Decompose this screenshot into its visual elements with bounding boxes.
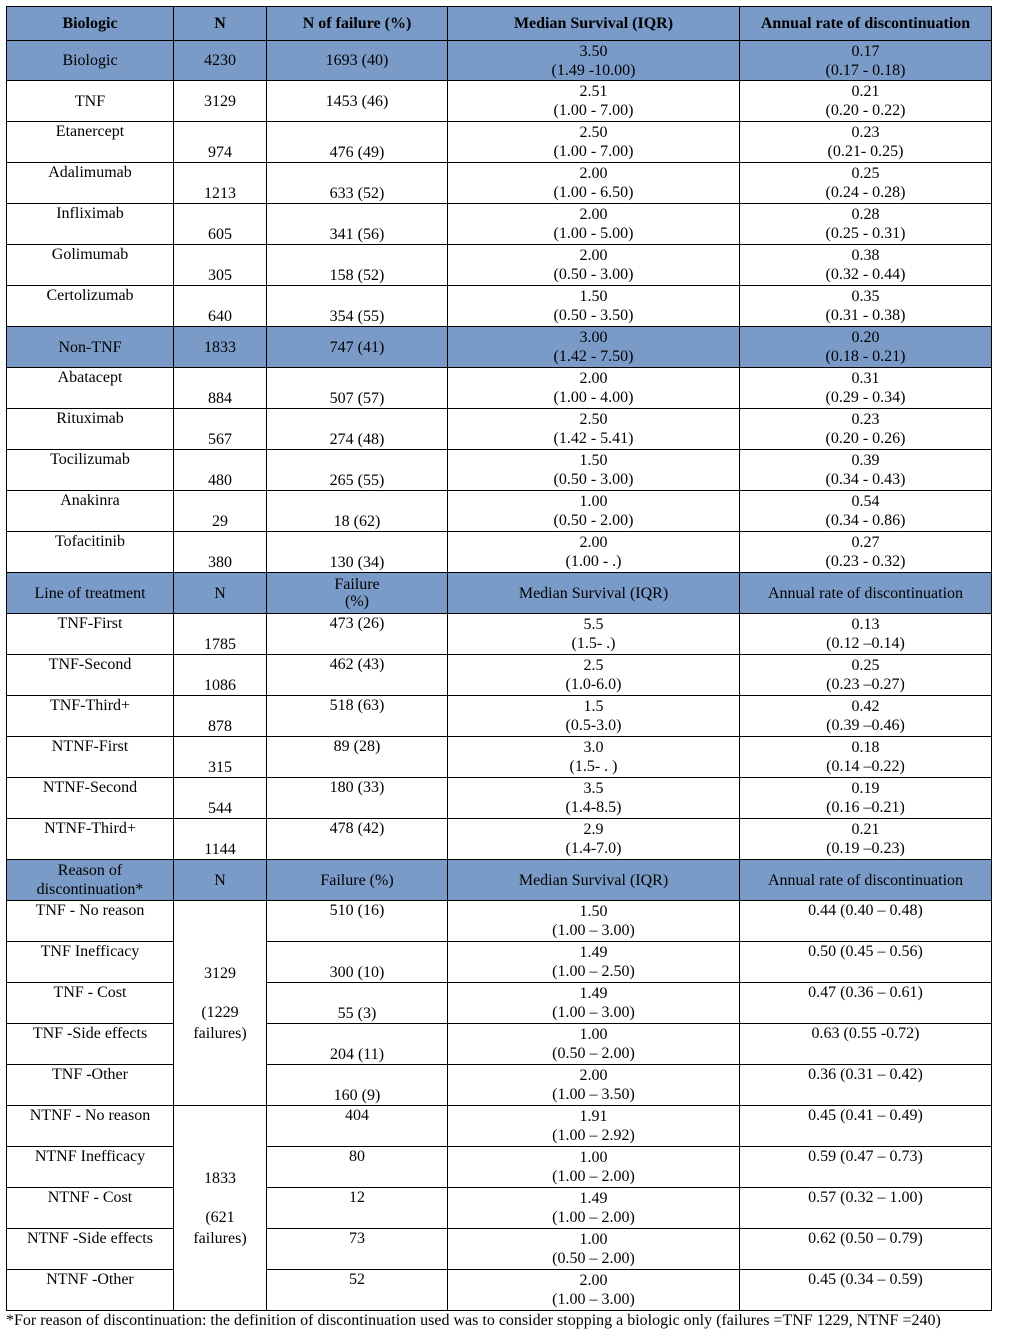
cell-annual-rate xyxy=(740,614,992,655)
table-row xyxy=(7,163,992,204)
col-header-reason xyxy=(7,860,174,901)
rate-value: 0.23 xyxy=(851,124,880,141)
cell-n: 380 xyxy=(174,532,267,573)
cell-n: 884 xyxy=(174,368,267,409)
cell-annual-rate: 0.63 (0.55 -0.72) xyxy=(740,1024,992,1065)
cell-annual-rate xyxy=(740,245,992,286)
cell-failure: 1453 (46) xyxy=(267,81,448,122)
cell-biologic: TNF xyxy=(7,81,174,122)
median-value: 1.50 xyxy=(579,288,608,305)
median-iqr: (1.42 - 7.50) xyxy=(553,348,634,365)
table-row xyxy=(7,942,992,983)
rate-ci: (0.16 –0.21) xyxy=(826,799,905,816)
col-header-annual-rate: Annual rate of discontinuation xyxy=(740,573,992,614)
table-row xyxy=(7,41,992,81)
cell-failure: 204 (11) xyxy=(267,1024,448,1065)
cell-line: TNF-Third+ xyxy=(7,696,174,737)
rate-value: 0.35 xyxy=(851,288,880,305)
cell-reason: TNF - Cost xyxy=(7,983,174,1024)
table-row xyxy=(7,81,992,122)
table-row xyxy=(7,1270,992,1311)
cell-failure: 476 (49) xyxy=(267,122,448,163)
cell-reason: TNF - No reason xyxy=(7,901,174,942)
cell-n: 1833 xyxy=(174,327,267,368)
median-value: 2.51 xyxy=(579,83,608,100)
rate-value: 0.25 xyxy=(851,165,880,182)
cell-annual-rate xyxy=(740,204,992,245)
cell-annual-rate: 0.47 (0.36 – 0.61) xyxy=(740,983,992,1024)
median-value: 2.00 xyxy=(579,370,608,387)
median-iqr: (1.00 - 6.50) xyxy=(553,184,634,201)
rate-ci: (0.21- 0.25) xyxy=(827,143,904,160)
median-value: 2.50 xyxy=(579,411,608,428)
col-header-median-survival: Median Survival (IQR) xyxy=(448,860,740,901)
cell-median-survival xyxy=(448,1188,740,1229)
cell-failure: 507 (57) xyxy=(267,368,448,409)
cell-n: 544 xyxy=(174,778,267,819)
col-header-line: Line of treatment xyxy=(7,573,174,614)
cell-n: 605 xyxy=(174,204,267,245)
cell-failure: 89 (28) xyxy=(267,737,448,778)
cell-biologic: Rituximab xyxy=(7,409,174,450)
line-header-row xyxy=(7,573,992,614)
cell-biologic: Abatacept xyxy=(7,368,174,409)
median-iqr: (1.00 – 2.92) xyxy=(552,1127,635,1144)
table-row xyxy=(7,409,992,450)
cell-reason: TNF -Other xyxy=(7,1065,174,1106)
table-row xyxy=(7,491,992,532)
rate-ci: (0.20 - 0.22) xyxy=(825,102,906,119)
cell-failure: 510 (16) xyxy=(267,901,448,942)
table-row xyxy=(7,450,992,491)
cell-failure: 52 xyxy=(267,1270,448,1311)
failure-unit: (%) xyxy=(345,593,369,610)
median-value: 1.00 xyxy=(579,493,608,510)
table-row xyxy=(7,204,992,245)
rate-value: 0.23 xyxy=(851,411,880,428)
cell-annual-rate: 0.36 (0.31 – 0.42) xyxy=(740,1065,992,1106)
col-header-failure xyxy=(267,573,448,614)
table-row xyxy=(7,696,992,737)
median-value: 1.49 xyxy=(579,944,608,961)
rate-value: 0.21 xyxy=(851,83,880,100)
median-value: 1.00 xyxy=(579,1026,608,1043)
reason-header-row xyxy=(7,860,992,901)
median-iqr: (1.00 – 3.00) xyxy=(552,1291,635,1308)
cell-median-survival xyxy=(448,655,740,696)
rate-ci: (0.14 –0.22) xyxy=(826,758,905,775)
cell-annual-rate: 0.45 (0.34 – 0.59) xyxy=(740,1270,992,1311)
col-header-n: N xyxy=(174,7,267,41)
cell-annual-rate: 0.57 (0.32 – 1.00) xyxy=(740,1188,992,1229)
cell-n: 4230 xyxy=(174,41,267,81)
median-value: 3.0 xyxy=(583,739,604,756)
median-value: 1.5 xyxy=(583,698,604,715)
cell-failure: 160 (9) xyxy=(267,1065,448,1106)
table-row xyxy=(7,122,992,163)
col-header-biologic: Biologic xyxy=(7,7,174,41)
cell-n: 305 xyxy=(174,245,267,286)
cell-reason: TNF -Side effects xyxy=(7,1024,174,1065)
cell-failure: 180 (33) xyxy=(267,778,448,819)
rate-value: 0.31 xyxy=(851,370,880,387)
median-iqr: (0.50 - 3.00) xyxy=(553,471,634,488)
rate-ci: (0.23 - 0.32) xyxy=(825,553,906,570)
cell-failure: 18 (62) xyxy=(267,491,448,532)
col-header-median-survival: Median Survival (IQR) xyxy=(448,573,740,614)
cell-reason: NTNF -Side effects xyxy=(7,1229,174,1270)
cell-annual-rate: 0.50 (0.45 – 0.56) xyxy=(740,942,992,983)
cell-annual-rate xyxy=(740,532,992,573)
cell-annual-rate xyxy=(740,41,992,81)
col-header-annual-rate: Annual rate of discontinuation xyxy=(740,7,992,41)
cell-median-survival xyxy=(448,286,740,327)
group-n: 3129 xyxy=(204,964,236,982)
table-row xyxy=(7,532,992,573)
cell-biologic: Tocilizumab xyxy=(7,450,174,491)
rate-ci: (0.19 –0.23) xyxy=(826,840,905,857)
median-iqr: (1.5- . ) xyxy=(569,758,618,775)
table-row xyxy=(7,614,992,655)
cell-line: NTNF-Third+ xyxy=(7,819,174,860)
cell-failure: 265 (55) xyxy=(267,450,448,491)
cell-failure: 633 (52) xyxy=(267,163,448,204)
median-iqr: (1.00 - 5.00) xyxy=(553,225,634,242)
median-iqr: (1.49 -10.00) xyxy=(551,61,636,79)
median-iqr: (0.5-3.0) xyxy=(565,717,622,734)
rate-value: 0.28 xyxy=(851,206,880,223)
cell-failure: 473 (26) xyxy=(267,614,448,655)
col-header-median-survival: Median Survival (IQR) xyxy=(448,7,740,41)
cell-median-survival xyxy=(448,491,740,532)
cell-failure: 73 xyxy=(267,1229,448,1270)
cell-median-survival xyxy=(448,696,740,737)
cell-annual-rate xyxy=(740,450,992,491)
cell-reason: NTNF Inefficacy xyxy=(7,1147,174,1188)
cell-median-survival xyxy=(448,1106,740,1147)
cell-annual-rate: 0.44 (0.40 – 0.48) xyxy=(740,901,992,942)
cell-annual-rate xyxy=(740,737,992,778)
rate-ci: (0.34 - 0.43) xyxy=(825,471,906,488)
rate-ci: (0.29 - 0.34) xyxy=(825,389,906,406)
cell-median-survival xyxy=(448,245,740,286)
rate-ci: (0.34 - 0.86) xyxy=(825,512,906,529)
rate-value: 0.38 xyxy=(851,247,880,264)
reason-label: Reason of xyxy=(57,862,123,879)
cell-n: 1213 xyxy=(174,163,267,204)
footnote: *For reason of discontinuation: the definition of discontinuation used was to consider stopping a biologic only (failures =TNF 1229, NTNF =240) xyxy=(6,1312,941,1329)
table-row xyxy=(7,1229,992,1270)
cell-failure: 518 (63) xyxy=(267,696,448,737)
cell-failure: 354 (55) xyxy=(267,286,448,327)
table-body xyxy=(7,7,992,1311)
cell-biologic: Tofacitinib xyxy=(7,532,174,573)
cell-median-survival xyxy=(448,41,740,81)
cell-reason: NTNF - No reason xyxy=(7,1106,174,1147)
median-iqr: (1.00 - .) xyxy=(565,553,622,570)
rate-ci: (0.12 –0.14) xyxy=(826,635,905,652)
col-header-failure: Failure (%) xyxy=(267,860,448,901)
cell-n: 974 xyxy=(174,122,267,163)
cell-median-survival xyxy=(448,614,740,655)
rate-ci: (0.24 - 0.28) xyxy=(825,184,906,201)
cell-failure: 274 (48) xyxy=(267,409,448,450)
cell-n: 480 xyxy=(174,450,267,491)
cell-median-survival xyxy=(448,1024,740,1065)
median-value: 3.50 xyxy=(579,42,608,60)
cell-failure: 478 (42) xyxy=(267,819,448,860)
rate-ci: (0.23 –0.27) xyxy=(826,676,905,693)
col-header-annual-rate: Annual rate of discontinuation xyxy=(740,860,992,901)
cell-failure: 1693 (40) xyxy=(267,41,448,81)
median-value: 1.49 xyxy=(579,1190,608,1207)
cell-annual-rate xyxy=(740,163,992,204)
group-gap xyxy=(176,984,264,1002)
cell-annual-rate xyxy=(740,122,992,163)
cell-n: 315 xyxy=(174,737,267,778)
cell-biologic: Certolizumab xyxy=(7,286,174,327)
failure-label: Failure xyxy=(334,576,380,593)
rate-value: 0.13 xyxy=(851,616,880,633)
rate-ci: (0.25 - 0.31) xyxy=(825,225,906,242)
rate-ci: (0.20 - 0.26) xyxy=(825,430,906,447)
cell-failure: 12 xyxy=(267,1188,448,1229)
cell-biologic: Golimumab xyxy=(7,245,174,286)
cell-annual-rate xyxy=(740,409,992,450)
median-value: 1.00 xyxy=(579,1231,608,1248)
cell-failure: 158 (52) xyxy=(267,245,448,286)
median-value: 1.91 xyxy=(579,1108,608,1125)
group-n: 1833 xyxy=(204,1169,236,1187)
median-value: 2.00 xyxy=(579,1272,608,1289)
cell-median-survival xyxy=(448,450,740,491)
cell-reason: NTNF - Cost xyxy=(7,1188,174,1229)
cell-n: 567 xyxy=(174,409,267,450)
cell-failure: 80 xyxy=(267,1147,448,1188)
median-value: 1.00 xyxy=(579,1149,608,1166)
rate-value: 0.17 xyxy=(851,42,880,60)
group-failures: (1229 xyxy=(201,1003,239,1021)
cell-line: TNF-Second xyxy=(7,655,174,696)
cell-n-ntnf-group xyxy=(174,1106,267,1311)
cell-median-survival xyxy=(448,819,740,860)
cell-n: 1086 xyxy=(174,655,267,696)
median-iqr: (0.50 - 3.50) xyxy=(553,307,634,324)
rate-ci: (0.31 - 0.38) xyxy=(825,307,906,324)
table-row xyxy=(7,1106,992,1147)
group-failures-cont: failures) xyxy=(193,1229,247,1247)
cell-annual-rate xyxy=(740,327,992,368)
rate-value: 0.42 xyxy=(851,698,880,715)
cell-median-survival xyxy=(448,1229,740,1270)
median-iqr: (1.5- .) xyxy=(571,635,616,652)
cell-annual-rate xyxy=(740,286,992,327)
median-iqr: (1.0-6.0) xyxy=(565,676,622,693)
cell-n: 878 xyxy=(174,696,267,737)
cell-n: 1785 xyxy=(174,614,267,655)
cell-annual-rate xyxy=(740,696,992,737)
cell-median-survival xyxy=(448,532,740,573)
median-iqr: (0.50 – 2.00) xyxy=(552,1045,635,1062)
cell-median-survival xyxy=(448,983,740,1024)
cell-median-survival xyxy=(448,204,740,245)
cell-annual-rate xyxy=(740,81,992,122)
cell-median-survival xyxy=(448,327,740,368)
cell-biologic: Etanercept xyxy=(7,122,174,163)
cell-biologic: Infliximab xyxy=(7,204,174,245)
header-row xyxy=(7,7,992,41)
cell-n-tnf-group xyxy=(174,901,267,1106)
rate-value: 0.27 xyxy=(851,534,880,551)
col-header-n-failure: N of failure (%) xyxy=(267,7,448,41)
cell-annual-rate: 0.62 (0.50 – 0.79) xyxy=(740,1229,992,1270)
cell-median-survival xyxy=(448,163,740,204)
cell-line: NTNF-Second xyxy=(7,778,174,819)
table-row xyxy=(7,368,992,409)
cell-biologic: Anakinra xyxy=(7,491,174,532)
median-value: 2.00 xyxy=(579,534,608,551)
cell-n: 3129 xyxy=(174,81,267,122)
table-row xyxy=(7,1147,992,1188)
median-value: 2.00 xyxy=(579,1067,608,1084)
table-row xyxy=(7,1024,992,1065)
table-row xyxy=(7,778,992,819)
median-iqr: (1.00 - 7.00) xyxy=(553,143,634,160)
rate-value: 0.25 xyxy=(851,657,880,674)
cell-median-survival xyxy=(448,778,740,819)
median-value: 2.00 xyxy=(579,247,608,264)
cell-biologic: Biologic xyxy=(7,41,174,81)
median-value: 2.9 xyxy=(583,821,604,838)
table-row xyxy=(7,737,992,778)
rate-value: 0.21 xyxy=(851,821,880,838)
cell-median-survival xyxy=(448,122,740,163)
median-value: 2.50 xyxy=(579,124,608,141)
cell-annual-rate: 0.45 (0.41 – 0.49) xyxy=(740,1106,992,1147)
median-iqr: (1.00 – 2.50) xyxy=(552,963,635,980)
cell-failure: 747 (41) xyxy=(267,327,448,368)
reason-label-cont: discontinuation* xyxy=(36,881,144,898)
median-value: 2.5 xyxy=(583,657,604,674)
col-header-n: N xyxy=(174,573,267,614)
table-row xyxy=(7,983,992,1024)
median-iqr: (1.00 – 3.50) xyxy=(552,1086,635,1103)
cell-median-survival xyxy=(448,368,740,409)
cell-median-survival xyxy=(448,1270,740,1311)
median-iqr: (1.00 – 2.00) xyxy=(552,1168,635,1185)
rate-value: 0.39 xyxy=(851,452,880,469)
rate-value: 0.18 xyxy=(851,739,880,756)
cell-reason: TNF Inefficacy xyxy=(7,942,174,983)
cell-annual-rate xyxy=(740,778,992,819)
median-value: 1.50 xyxy=(579,452,608,469)
rate-ci: (0.39 –0.46) xyxy=(826,717,905,734)
survival-table xyxy=(6,6,992,1311)
median-iqr: (1.00 – 3.00) xyxy=(552,922,635,939)
median-iqr: (1.4-7.0) xyxy=(565,840,622,857)
cell-median-survival xyxy=(448,737,740,778)
table-row xyxy=(7,327,992,368)
median-iqr: (1.00 - 7.00) xyxy=(553,102,634,119)
cell-median-survival xyxy=(448,942,740,983)
group-failures: (621 xyxy=(205,1208,235,1226)
table-row xyxy=(7,1065,992,1106)
cell-failure: 130 (34) xyxy=(267,532,448,573)
cell-n: 640 xyxy=(174,286,267,327)
cell-n: 29 xyxy=(174,491,267,532)
table-row xyxy=(7,819,992,860)
cell-failure: 300 (10) xyxy=(267,942,448,983)
cell-annual-rate xyxy=(740,819,992,860)
cell-annual-rate: 0.59 (0.47 – 0.73) xyxy=(740,1147,992,1188)
cell-failure: 404 xyxy=(267,1106,448,1147)
median-iqr: (1.00 – 3.00) xyxy=(552,1004,635,1021)
cell-line: TNF-First xyxy=(7,614,174,655)
rate-ci: (0.32 - 0.44) xyxy=(825,266,906,283)
cell-reason: NTNF -Other xyxy=(7,1270,174,1311)
median-iqr: (0.50 - 3.00) xyxy=(553,266,634,283)
median-value: 5.5 xyxy=(583,616,604,633)
median-value: 3.5 xyxy=(583,780,604,797)
cell-line: NTNF-First xyxy=(7,737,174,778)
cell-median-survival xyxy=(448,1147,740,1188)
table-row xyxy=(7,1188,992,1229)
median-iqr: (1.42 - 5.41) xyxy=(553,430,634,447)
cell-n: 1144 xyxy=(174,819,267,860)
median-value: 1.49 xyxy=(579,985,608,1002)
group-failures-cont: failures) xyxy=(193,1024,247,1042)
median-iqr: (1.4-8.5) xyxy=(565,799,622,816)
cell-median-survival xyxy=(448,81,740,122)
cell-biologic: Non-TNF xyxy=(7,327,174,368)
table-row xyxy=(7,286,992,327)
rate-ci: (0.17 - 0.18) xyxy=(825,61,906,79)
group-gap xyxy=(176,1189,264,1207)
median-value: 3.00 xyxy=(579,329,608,346)
cell-median-survival xyxy=(448,901,740,942)
rate-value: 0.19 xyxy=(851,780,880,797)
table-row xyxy=(7,901,992,942)
table-row xyxy=(7,245,992,286)
cell-annual-rate xyxy=(740,491,992,532)
rate-value: 0.20 xyxy=(851,329,880,346)
median-iqr: (0.50 - 2.00) xyxy=(553,512,634,529)
cell-biologic: Adalimumab xyxy=(7,163,174,204)
median-value: 2.00 xyxy=(579,206,608,223)
cell-failure: 462 (43) xyxy=(267,655,448,696)
cell-annual-rate xyxy=(740,368,992,409)
median-iqr: (0.50 – 2.00) xyxy=(552,1250,635,1267)
rate-ci: (0.18 - 0.21) xyxy=(825,348,906,365)
median-iqr: (1.00 – 2.00) xyxy=(552,1209,635,1226)
median-value: 2.00 xyxy=(579,165,608,182)
table-row xyxy=(7,655,992,696)
cell-median-survival xyxy=(448,409,740,450)
cell-failure: 341 (56) xyxy=(267,204,448,245)
median-value: 1.50 xyxy=(579,903,608,920)
median-iqr: (1.00 - 4.00) xyxy=(553,389,634,406)
cell-annual-rate xyxy=(740,655,992,696)
rate-value: 0.54 xyxy=(851,493,880,510)
cell-median-survival xyxy=(448,1065,740,1106)
cell-failure: 55 (3) xyxy=(267,983,448,1024)
col-header-n: N xyxy=(174,860,267,901)
